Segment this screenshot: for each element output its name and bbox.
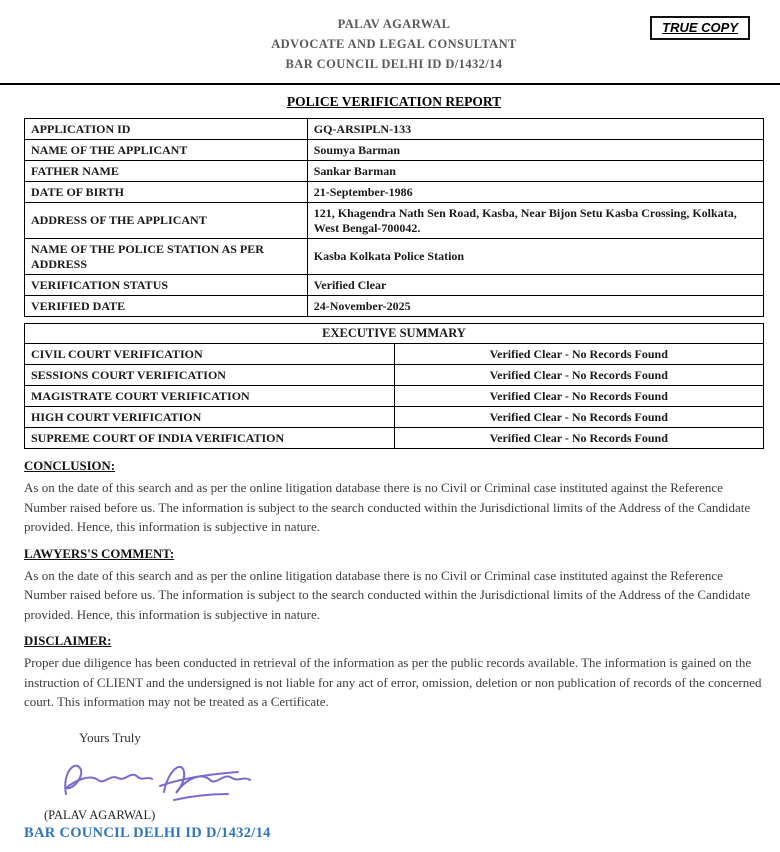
section-heading: CONCLUSION:: [24, 459, 116, 473]
section-body: Proper due diligence has been conducted in retrieval of the information as per the public records available. The information is gained on the instruction of CLIENT and the undersigned is not liable for any act of error, omission, deletion or non publication of records of the concerned court. This information may not be treated as a Certificate.: [24, 655, 762, 709]
field-label: DATE OF BIRTH: [25, 182, 308, 203]
verification-value: Verified Clear - No Records Found: [394, 386, 764, 407]
verification-label: MAGISTRATE COURT VERIFICATION: [25, 386, 395, 407]
signature: [52, 750, 764, 808]
table-row: [25, 296, 764, 317]
table-row: [25, 428, 764, 449]
verification-label: HIGH COURT VERIFICATION: [25, 407, 395, 428]
field-value: GQ-ARSIPLN-133: [307, 119, 763, 140]
table-row: [25, 140, 764, 161]
conclusion-section: [24, 459, 764, 537]
header-divider: [0, 83, 780, 85]
disclaimer-section: [24, 634, 764, 712]
field-value: Verified Clear: [307, 275, 763, 296]
field-value: Sankar Barman: [307, 161, 763, 182]
verification-value: Verified Clear - No Records Found: [394, 428, 764, 449]
advocate-bar-id: BAR COUNCIL DELHI ID D/1432/14: [285, 57, 503, 71]
field-label: VERIFICATION STATUS: [25, 275, 308, 296]
field-label: FATHER NAME: [25, 161, 308, 182]
applicant-details-table: [24, 118, 764, 317]
field-value: 24-November-2025: [307, 296, 763, 317]
executive-summary-table: [24, 323, 764, 449]
yours-truly-text: Yours Truly: [79, 729, 141, 745]
field-value: 121, Khagendra Nath Sen Road, Kasba, Near Bijon Setu Kasba Crossing, Kolkata, West Bengal-700042.: [307, 203, 763, 239]
table-header-row: [25, 324, 764, 344]
section-body: As on the date of this search and as per the online litigation database there is no Civil or Criminal case instituted against the Reference Number raised before us. The information is subject to the search conducted within the Jurisdictional limits of the Address of the Candidate provided. Hence, this information is subjective in nature.: [24, 480, 751, 534]
lawyers-comment-section: [24, 547, 764, 625]
footer-bar-id: BAR COUNCIL DELHI ID D/1432/14: [24, 824, 271, 841]
verification-label: SUPREME COURT OF INDIA VERIFICATION: [25, 428, 395, 449]
advocate-title: ADVOCATE AND LEGAL CONSULTANT: [271, 37, 517, 51]
signature-scribble-icon: [52, 750, 262, 808]
table-row: [25, 203, 764, 239]
field-label: NAME OF THE APPLICANT: [25, 140, 308, 161]
table-row: [25, 161, 764, 182]
executive-summary-title: EXECUTIVE SUMMARY: [25, 324, 764, 344]
table-row: [25, 239, 764, 275]
field-label: APPLICATION ID: [25, 119, 308, 140]
table-row: [25, 275, 764, 296]
section-heading: LAWYERS'S COMMENT:: [24, 546, 175, 561]
field-label: NAME OF THE POLICE STATION AS PER ADDRESS: [25, 239, 308, 275]
table-row: [25, 119, 764, 140]
table-row: [25, 407, 764, 428]
field-value: Soumya Barman: [307, 140, 763, 161]
field-value: Kasba Kolkata Police Station: [307, 239, 763, 275]
section-heading: DISCLAIMER:: [24, 634, 112, 648]
table-row: [25, 386, 764, 407]
verification-label: SESSIONS COURT VERIFICATION: [25, 365, 395, 386]
verification-value: Verified Clear - No Records Found: [394, 407, 764, 428]
field-label: VERIFIED DATE: [25, 296, 308, 317]
signatory-name: (PALAV AGARWAL): [44, 807, 156, 822]
field-label: ADDRESS OF THE APPLICANT: [25, 203, 308, 239]
true-copy-stamp: TRUE COPY: [650, 16, 750, 40]
verification-label: CIVIL COURT VERIFICATION: [25, 344, 395, 365]
table-row: [25, 182, 764, 203]
verification-value: Verified Clear - No Records Found: [394, 365, 764, 386]
field-value: 21-September-1986: [307, 182, 763, 203]
table-row: [25, 365, 764, 386]
advocate-name: PALAV AGARWAL: [337, 17, 451, 31]
report-title: POLICE VERIFICATION REPORT: [286, 94, 502, 109]
verification-value: Verified Clear - No Records Found: [394, 344, 764, 365]
section-body: As on the date of this search and as per the online litigation database there is no Civil or Criminal case instituted against the Reference Number raised before us. The information is subject to the search conducted within the Jurisdictional limits of the Address of the Candidate provided. Hence, this information is subjective in nature.: [24, 567, 751, 622]
table-row: [25, 344, 764, 365]
